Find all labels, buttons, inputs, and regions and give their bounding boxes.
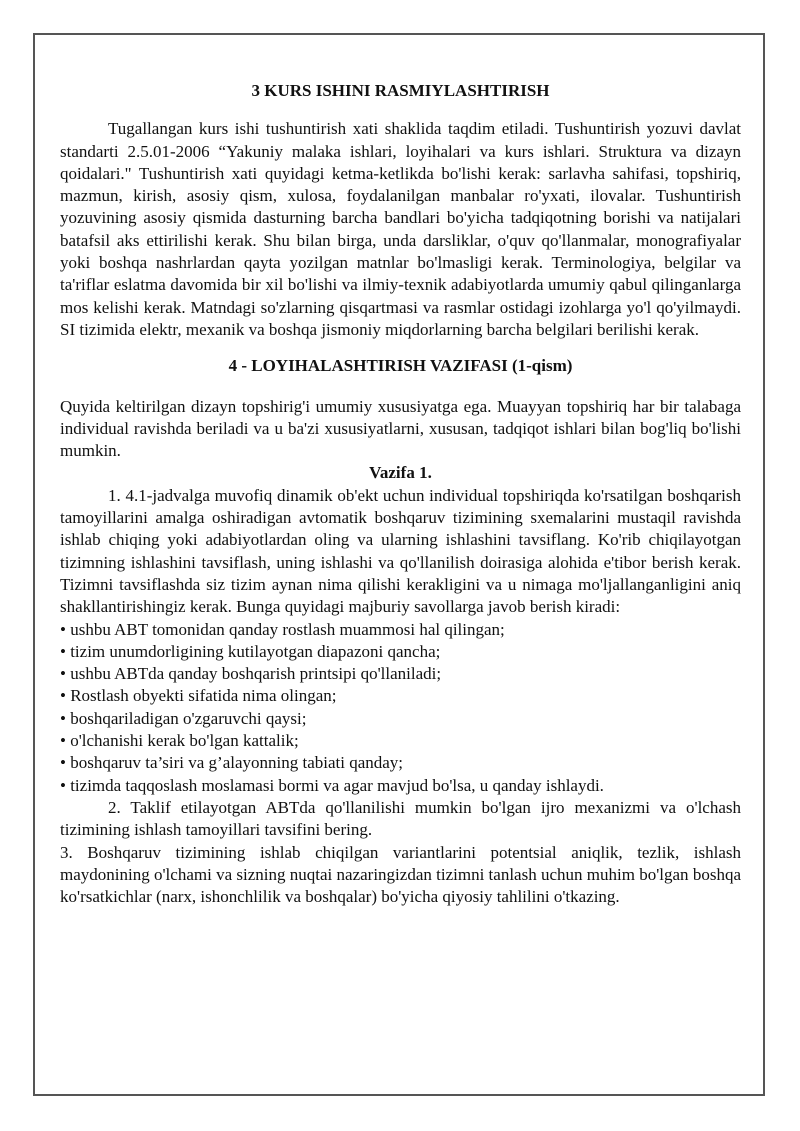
list-item: • tizimda taqqoslash moslamasi bormi va agar mavjud bo'lsa, u qanday ishlaydi. — [60, 775, 741, 797]
list-item: • boshqariladigan o'zgaruvchi qaysi; — [60, 708, 741, 730]
task-item-3: 3. Boshqaruv tizimining ishlab chiqilgan variantlarini potentsial aniqlik, tezlik, ishlash maydonining o'lchami va sizning nuqtai nazaringizdan tizimni tanlash uchun muhim bo'lgan boshqa ko'rsatkichlar (narx, ishonchlilik va boshqalar) bo'yicha qiyosiy tahlilini o'tkazing. — [60, 842, 741, 907]
document-body — [60, 80, 741, 908]
list-item: • Rostlash obyekti sifatida nima olingan; — [60, 685, 741, 707]
list-item: • ushbu ABT tomonidan qanday rostlash muammosi hal qilingan; — [60, 619, 741, 641]
section-4-intro: Quyida keltirilgan dizayn topshirig'i umumiy xususiyatga ega. Muayyan topshiriq har bir talabaga individual ravishda beriladi va u ba'zi xususiyatlarni, xususan, tadqiqot ishlari bilan bog'liq bo'lishi mumkin. — [60, 396, 741, 461]
section-3-title: 3 KURS ISHINI RASMIYLASHTIRISH — [251, 81, 550, 100]
list-item: • ushbu ABTda qanday boshqarish printsipi qo'llaniladi; — [60, 663, 741, 685]
list-item: • tizim unumdorligining kutilayotgan diapazoni qancha; — [60, 641, 741, 663]
section-3-paragraph: Tugallangan kurs ishi tushuntirish xati shaklida taqdim etiladi. Tushuntirish yozuvi davlat standarti 2.5.01-2006 “Yakuniy malaka ishlari, loyihalari va kurs ishlari. Struktura va dizayn qoidalari." Tushuntirish xati quyidagi ketma-ketlikda bo'lishi kerak: sarlavha sahifasi, topshiriq, mazmun, kirish, asosiy qism, xulosa, foydalanilgan manbalar ro'yxati, ilovalar. Tushuntirish yozuvining asosiy qismida dasturning barcha bandlari bo'yicha tadqiqotning borishi va natijalari batafsil aks ettirilishi kerak. Shu bilan birga, unda darsliklar, o'quv qo'llanmalar, monografiyalar yoki boshqa nashrlardan qayta yozilgan matnlar bo'lmasligi kerak. Terminologiya, belgilar va ta'riflar eslatma davomida bir xil bo'lishi va ilmiy-texnik adabiyotlarda umumiy qabul qilinganlarga mos kelishi kerak. Matndagi so'zlarning qisqartmasi va rasmlar ostidagi izohlarga yo'l qo'yilmaydi. SI tizimida elektr, mexanik va boshqa jismoniy miqdorlarning barcha belgilari berilishi kerak. — [60, 119, 741, 339]
task-item-2: 2. Taklif etilayotgan ABTda qo'llanilishi mumkin bo'lgan ijro mexanizmi va o'lchash tizimining ishlash tamoyillari tavsifini bering. — [60, 797, 741, 840]
task-title: Vazifa 1. — [369, 463, 432, 483]
task-item-1: 1. 4.1-jadvalga muvofiq dinamik ob'ekt uchun individual topshiriqda ko'rsatilgan boshqarish tamoyillarini amalga oshiradigan avtomatik boshqaruv tizimining sxemalarini mustaqil ravishda ishlab chiqing yoki adabiyotlardan oling va ularning ishlashini tavsiflang. Ko'rib chiqilayotgan tizimning ishlashini tavsiflash, uning ishlashi va qo'llanilish doirasiga alohida e'tibor berish kerak. Tizimni tavsiflashda siz tizim aynan nima qilishi kerakligini va u nimaga mo'ljallanganligini aniq shakllantirishingiz kerak. Bunga quyidagi majburiy savollarga javob berish kiradi: — [60, 485, 741, 617]
list-item: • o'lchanishi kerak bo'lgan kattalik; — [60, 730, 741, 752]
question-list — [60, 619, 741, 797]
section-4-title: 4 - LOYIHALASHTIRISH VAZIFASI (1-qism) — [228, 356, 573, 376]
list-item: • boshqaruv ta’siri va g’alayonning tabiati qanday; — [60, 752, 741, 774]
